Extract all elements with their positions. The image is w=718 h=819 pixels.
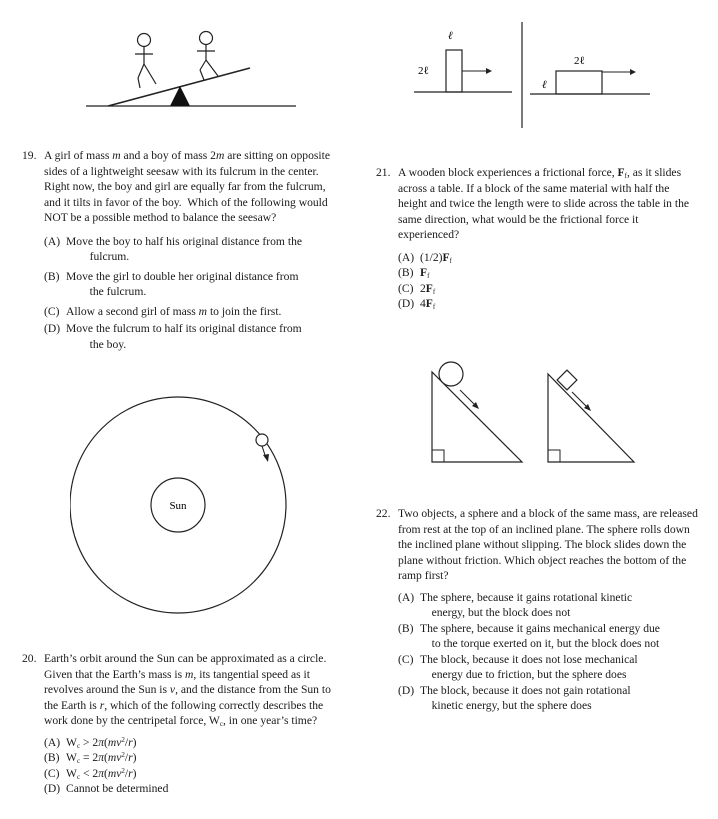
q20-option-b[interactable]: (B) $W_c = 2\pi(mv^2/r)$ — [44, 751, 137, 765]
question-21 — [376, 165, 696, 312]
q19-text: A girl of mass m and a boy of mass 2m are sitting on opposite sides of a lightweight seesaw with its fulcrum in the center. Right now, the boy and girl are equally far from the fulcrum, and it tilts in favor of the boy. Which of the following would NOT be a possible method to balance the seesaw? — [44, 149, 330, 224]
right-angle-right — [548, 450, 560, 462]
q22-option-c[interactable]: (C) The block, because it does not lose mechanical energy due to friction, but the sphere does — [398, 652, 638, 681]
label-tall-width: ℓ — [448, 30, 453, 42]
q22-option-b[interactable]: (B) The sphere, because it gains mechanical energy due to the torque exerted on it, but the block does not — [398, 621, 660, 650]
q21-option-a[interactable]: (A) $(1/2)F_f$ — [398, 250, 452, 265]
q19-option-d[interactable]: (D) Move the fulcrum to half its original distance from the boy. — [44, 322, 302, 351]
q21-number: 21. — [376, 166, 391, 179]
seesaw-figure — [80, 28, 300, 110]
earth — [256, 434, 268, 446]
orbit-figure — [70, 392, 290, 618]
q20-text: Earth’s orbit around the Sun can be approximated as a circle. Given that the Earth’s mass is m, its tangential speed as it revolves around the Sun is v, and the distance from the Sun to the Earth is r, which of the following correctly describes the work done by the centripetal force, $W_c$, in one year’s time? — [44, 652, 331, 728]
q21-option-c[interactable]: (C) $2F_f$ — [398, 281, 436, 296]
boy-figure — [197, 32, 218, 81]
sphere — [439, 362, 463, 386]
incline-right — [548, 374, 634, 462]
q21-option-d[interactable]: (D) $4F_f$ — [398, 297, 436, 311]
q22-number: 22. — [376, 507, 391, 520]
girl-figure — [135, 34, 156, 89]
incline-figure — [420, 358, 650, 468]
label-tall-height: 2ℓ — [418, 65, 429, 77]
q22-option-a[interactable]: (A) The sphere, because it gains rotational kinetic energy, but the block does not — [398, 590, 633, 619]
q19-number: 19. — [22, 149, 37, 162]
q19-option-a[interactable]: (A) Move the boy to half his original distance from the fulcrum. — [44, 234, 303, 263]
q21-text: A wooden block experiences a frictional force, $F_f$, as it slides across a table. If a block of the same material with half the height and twice the length were to slide across the table in the same direction, what would be the frictional force it experienced? — [398, 166, 690, 241]
arrow-wide — [630, 69, 636, 75]
incline-left — [432, 372, 522, 462]
q20-option-c[interactable]: (C) $W_c < 2\pi(mv^2/r)$ — [44, 766, 137, 781]
q20-number: 20. — [22, 652, 37, 665]
velocity-arrow — [263, 454, 269, 462]
label-wide-length: 2ℓ — [574, 55, 585, 67]
q20-option-d[interactable]: (D) Cannot be determined — [44, 782, 169, 795]
q22-option-d[interactable]: (D) The block, because it does not gain rotational kinetic energy, but the sphere does — [398, 683, 631, 712]
q22-text: Two objects, a sphere and a block of the same mass, are released from rest at the top of an inclined plane. The sphere rolls down the inclined plane without slipping. The block slides down the plane without friction. Which object reaches the bottom of the ramp first? — [398, 507, 698, 582]
q19-option-b[interactable]: (B) Move the girl to double her original distance from the fulcrum. — [44, 269, 299, 298]
wide-block — [556, 71, 602, 94]
q20-option-a[interactable]: (A) $W_c > 2\pi(mv^2/r)$ — [44, 735, 137, 750]
q21-option-b[interactable]: (B) $F_f$ — [398, 266, 430, 280]
q19-option-c[interactable]: (C) Allow a second girl of mass m to join the first. — [44, 304, 282, 318]
blocks-figure — [400, 20, 660, 130]
label-wide-height: ℓ — [542, 79, 547, 91]
sun-label: Sun — [169, 500, 187, 512]
question-20 — [22, 651, 344, 797]
arrow-tall — [486, 68, 492, 74]
question-22 — [376, 506, 700, 714]
tall-block — [446, 50, 462, 92]
right-angle-left — [432, 450, 444, 462]
question-19 — [22, 148, 338, 352]
